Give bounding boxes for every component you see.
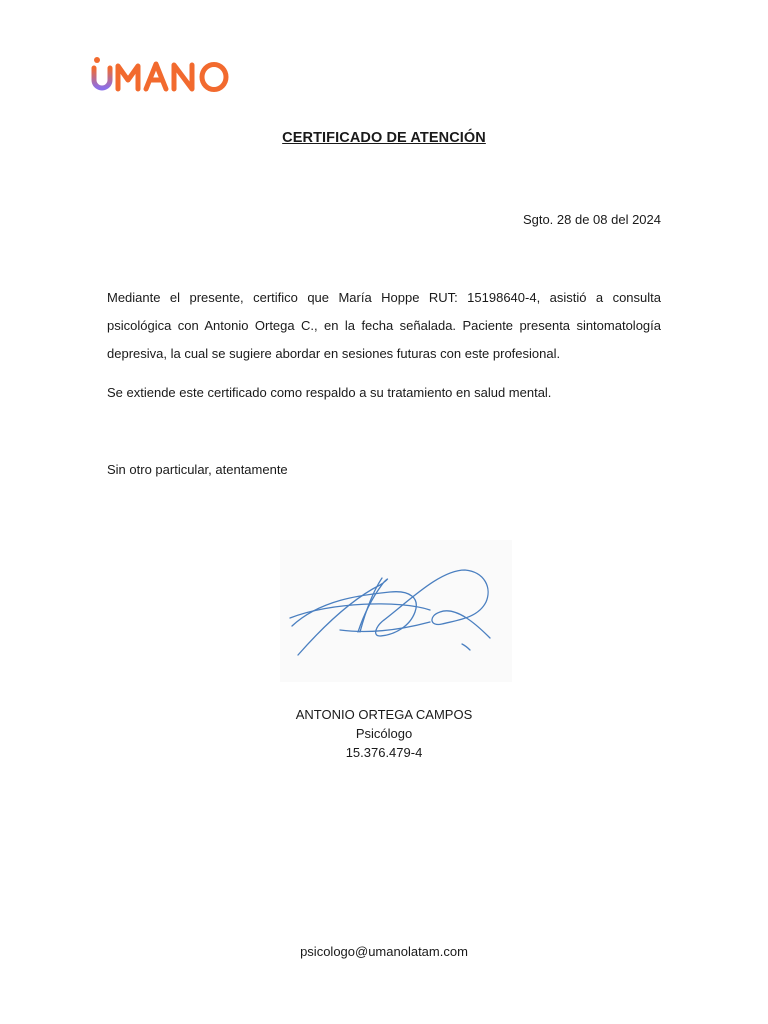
handwritten-signature — [280, 540, 512, 682]
closing-line: Sin otro particular, atentamente — [107, 462, 288, 477]
umano-logo — [90, 52, 242, 96]
signer-name: ANTONIO ORTEGA CAMPOS — [295, 707, 473, 722]
footer-email[interactable]: psicologo@umanolatam.com — [300, 944, 468, 959]
document-title: CERTIFICADO DE ATENCIÓN — [282, 130, 486, 146]
signer-block — [0, 705, 768, 762]
signer-role: Psicólogo — [355, 726, 413, 741]
document-date: Sgto. 28 de 08 del 2024 — [522, 212, 661, 227]
body-paragraph-2: Se extiende este certificado como respaldo a su tratamiento en salud mental. — [107, 385, 552, 400]
signer-id: 15.376.479-4 — [345, 745, 423, 760]
body-paragraph-1: Mediante el presente, certifico que María Hoppe RUT: 15198640-4, asistió a consulta psicológica con Antonio Ortega C., en la fecha señalada. Paciente presenta sintomatología depresiva, la cual se sugiere abordar en sesiones futuras con este profesional. — [107, 290, 661, 361]
